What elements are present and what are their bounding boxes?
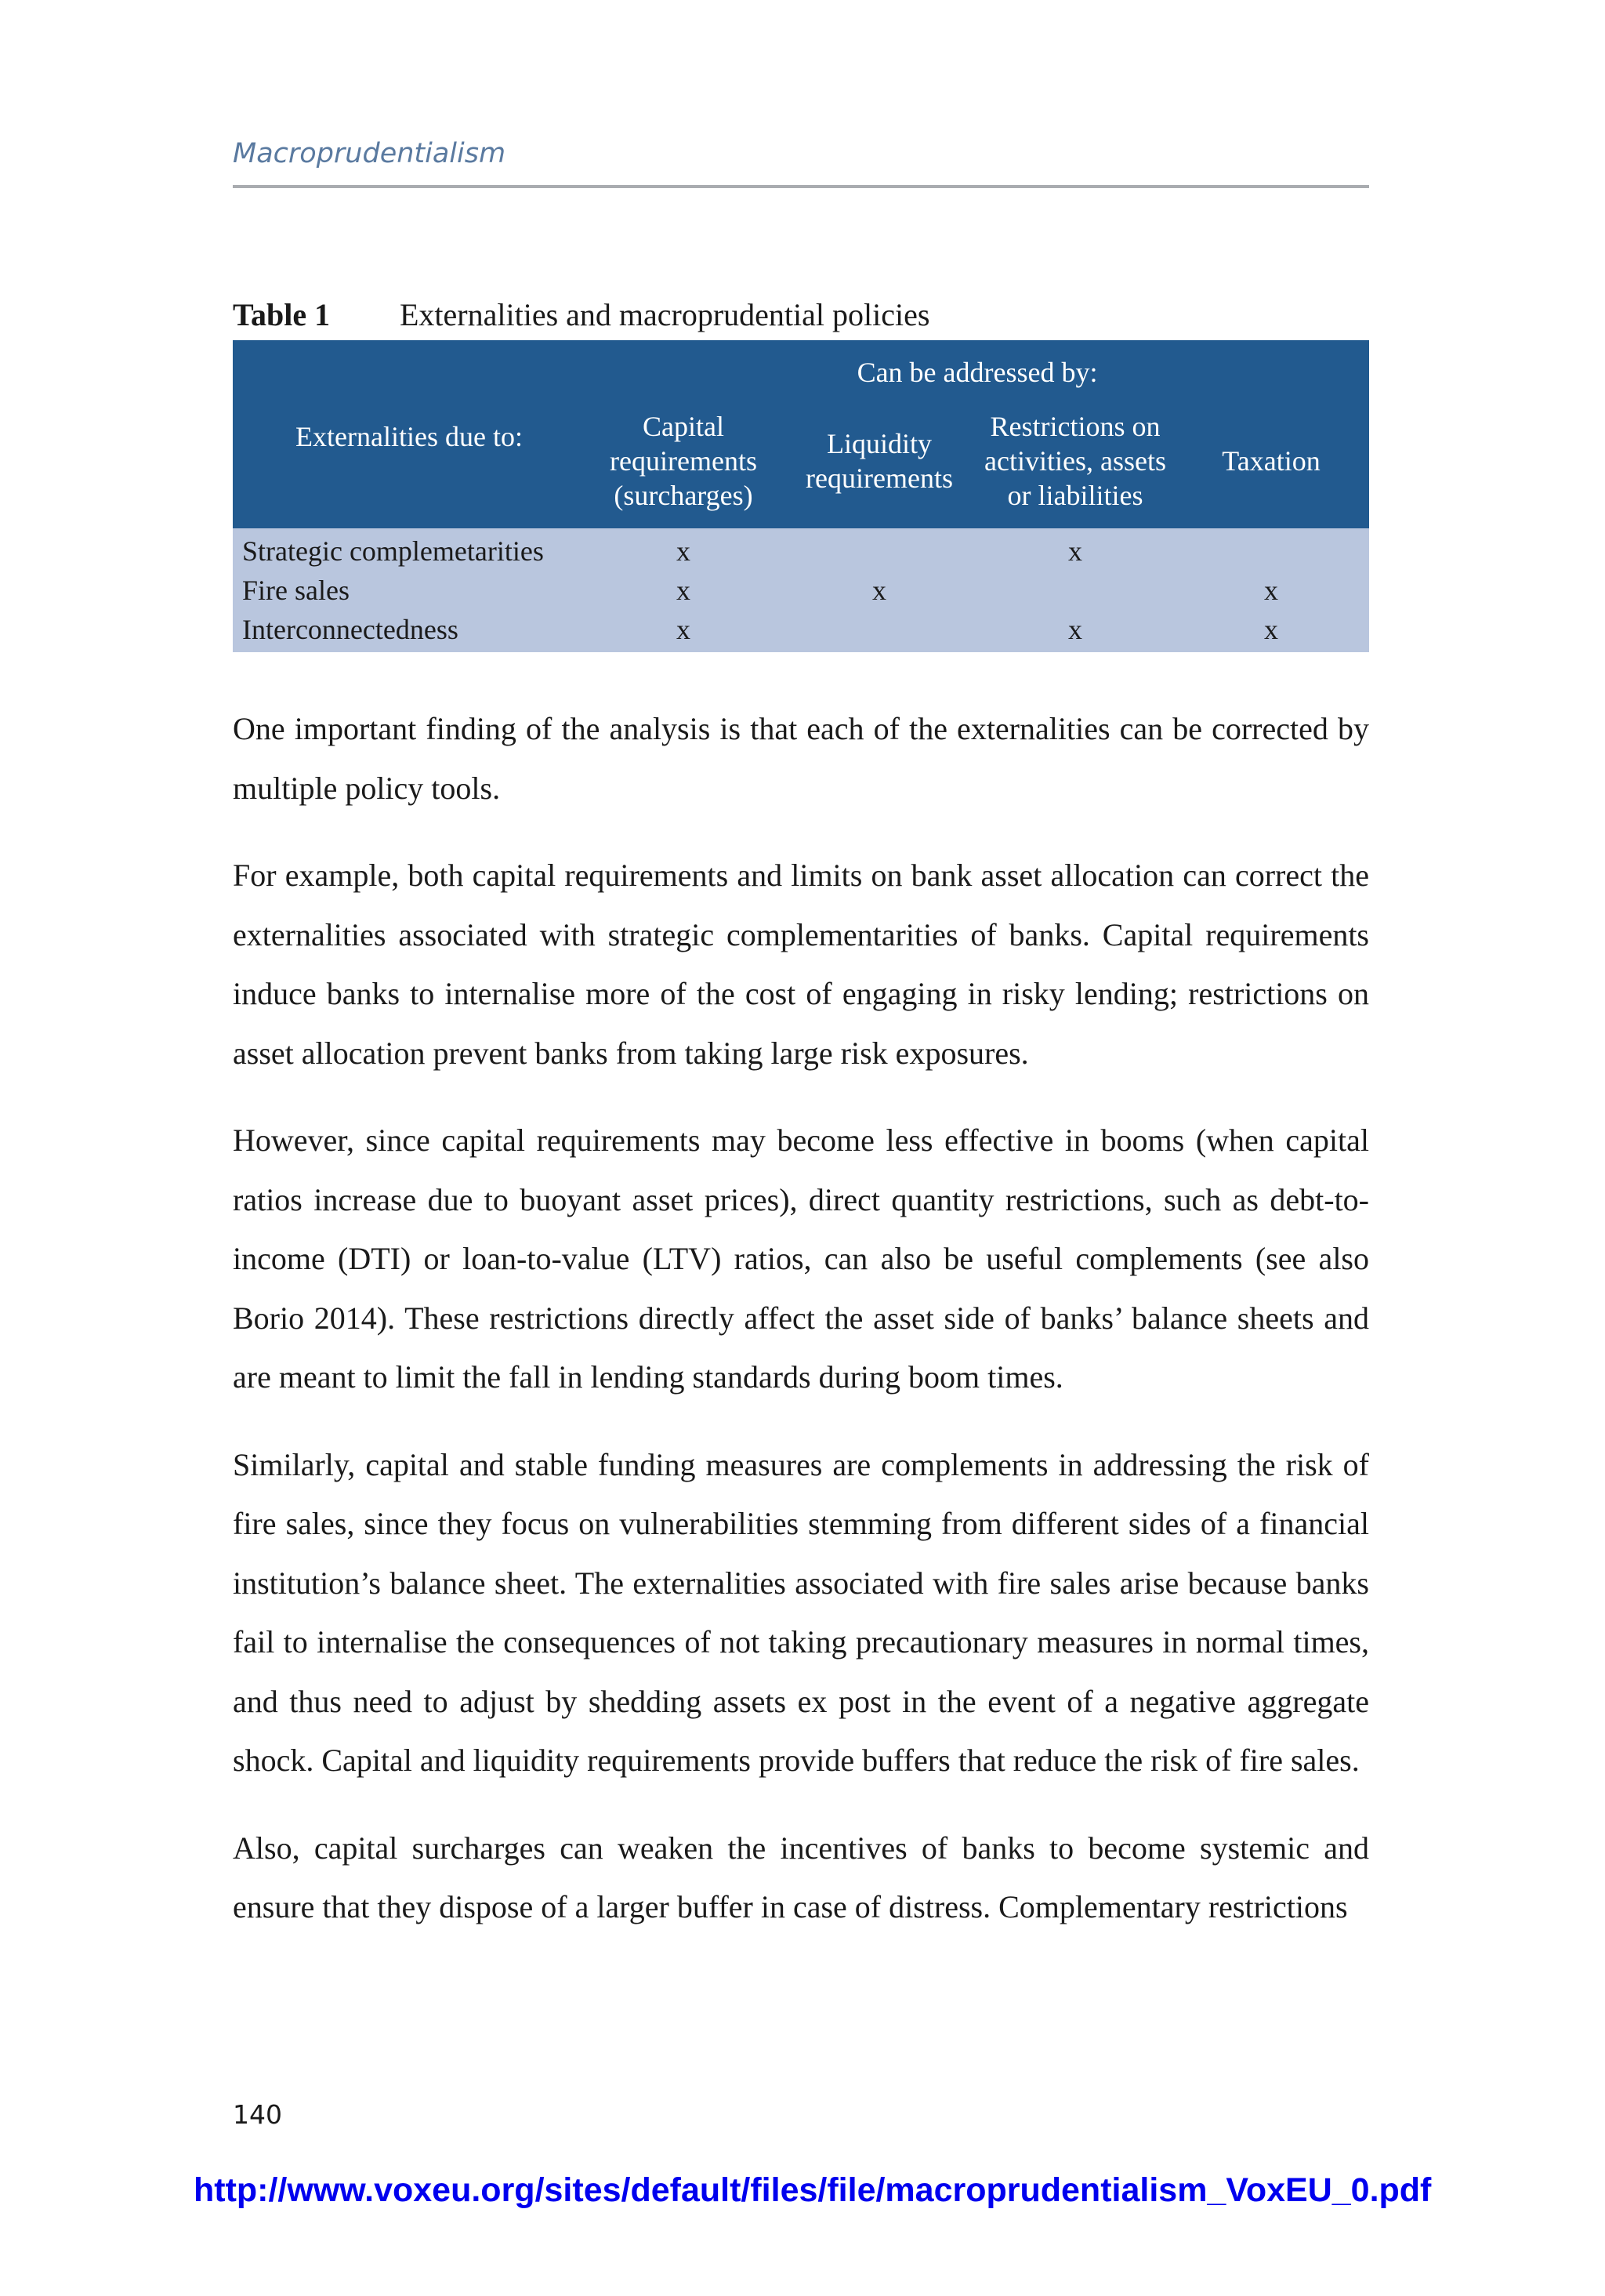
table-cell <box>781 610 977 652</box>
table-cell: x <box>585 571 781 610</box>
table-cell: x <box>1173 610 1369 652</box>
table-cell: x <box>585 528 781 571</box>
paragraph: Also, capital surcharges can weaken the incentives of banks to become systemic and ensure that they dispose of a larger buffer in case of distress. Complementary restrictions <box>233 1830 1369 1924</box>
table-label: Table 1 <box>233 297 331 332</box>
header-divider <box>233 185 1369 188</box>
column-header-capital: Capital requirements (surcharges) <box>585 400 781 528</box>
row-label: Strategic complemetarities <box>233 528 585 571</box>
source-url-link[interactable]: http://www.voxeu.org/sites/default/files/file/macroprudentialism_VoxEU_0.pdf <box>194 2171 1432 2209</box>
table-cell: x <box>977 610 1173 652</box>
table-row <box>233 610 1369 652</box>
table-cell <box>781 528 977 571</box>
table-cell: x <box>585 610 781 652</box>
table-header-row <box>233 340 1369 400</box>
row-label: Interconnectedness <box>233 610 585 652</box>
row-header-cell: Externalities due to: <box>233 340 585 528</box>
column-header-liquidity: Liquidity requirements <box>781 400 977 528</box>
running-header: Macroprudentialism <box>233 138 506 169</box>
externalities-table-container <box>233 340 1369 652</box>
paragraph: Similarly, capital and stable funding measures are complements in addressing the risk of fire sales, since they focus on vulnerabilities stemming from different sides of a financial institution’s balance sheet. The externalities associated with fire sales arise because banks fail to internalise the consequences of not taking precautionary measures in normal times, and thus need to adjust by shedding assets ex post in the event of a negative aggregate shock. Capital and liquidity requirements provide buffers that reduce the risk of fire sales. <box>233 1446 1369 1778</box>
table-title: Externalities and macroprudential policies <box>400 297 930 332</box>
table-cell: x <box>1173 571 1369 610</box>
body-text <box>233 699 1369 1965</box>
row-label: Fire sales <box>233 571 585 610</box>
externalities-table <box>233 340 1369 652</box>
table-row <box>233 528 1369 571</box>
table-cell <box>1173 528 1369 571</box>
table-cell <box>977 571 1173 610</box>
table-cell: x <box>977 528 1173 571</box>
table-caption <box>233 296 929 333</box>
page-number: 140 <box>233 2099 282 2130</box>
column-header-taxation: Taxation <box>1173 400 1369 528</box>
paragraph: For example, both capital requirements and limits on bank asset allocation can correct the externalities associated with strategic complementarities of banks. Capital requirements induce banks to internalise more of the cost of engaging in risky lending; restrictions on asset allocation prevent banks from taking large risk exposures. <box>233 858 1369 1071</box>
paragraph: One important finding of the analysis is that each of the externalities can be corrected by multiple policy tools. <box>233 711 1369 806</box>
group-header-cell: Can be addressed by: <box>585 340 1369 400</box>
table-cell: x <box>781 571 977 610</box>
column-header-restrictions: Restrictions on activities, assets or liabilities <box>977 400 1173 528</box>
paragraph: However, since capital requirements may become less effective in booms (when capital ratios increase due to buoyant asset prices), direct quantity restrictions, such as debt-to-income (DTI) or loan-to-value (LTV) ratios, can also be useful complements (see also Borio 2014). These restrictions directly affect the asset side of banks’ balance sheets and are meant to limit the fall in lending standards during boom times. <box>233 1123 1369 1395</box>
table-row <box>233 571 1369 610</box>
